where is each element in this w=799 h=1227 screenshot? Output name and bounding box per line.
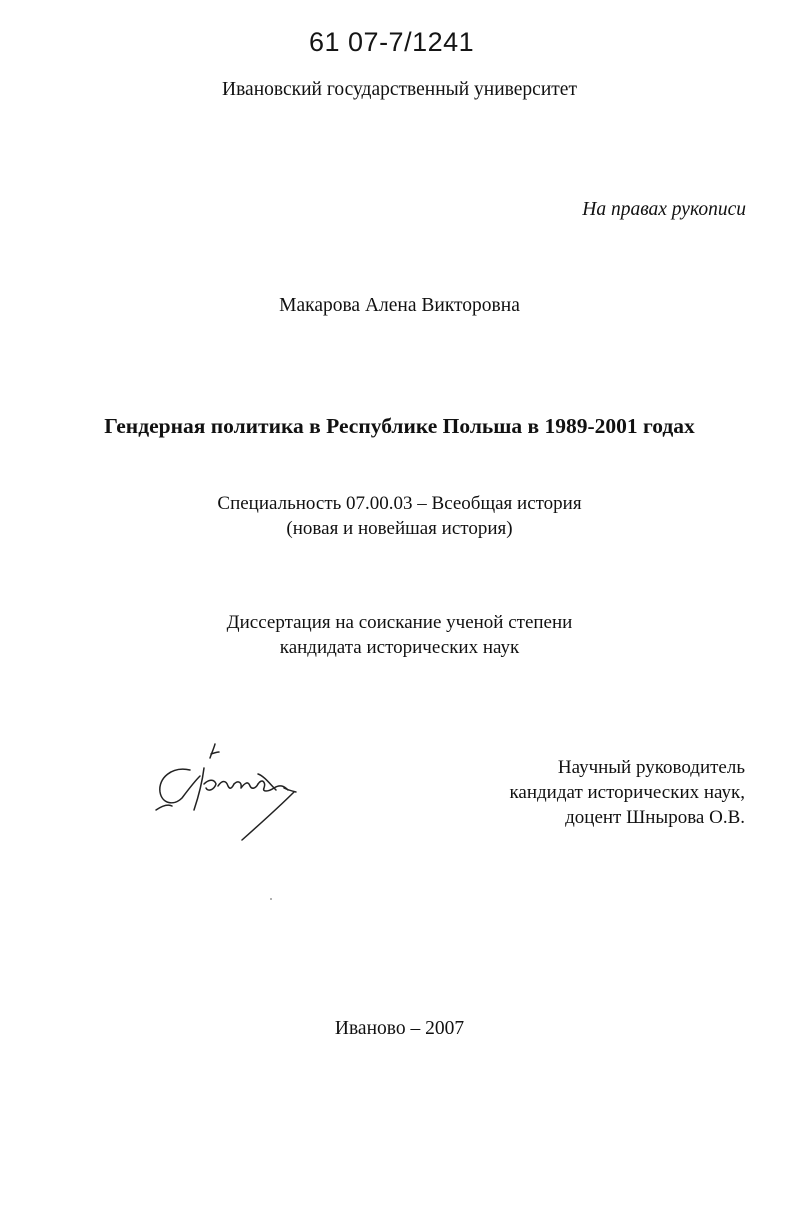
supervisor-role: Научный руководитель [557,757,745,778]
university-name: Ивановский государственный университет [222,79,577,100]
author-name: Макарова Алена Викторовна [279,295,520,316]
specialty-line: Специальность 07.00.03 – Всеобщая история [217,493,582,514]
city-year: Иваново – 2007 [334,1018,465,1039]
specialty-subline: (новая и новейшая история) [286,518,513,539]
dissertation-title: Гендерная политика в Республике Польша в 1989-2001 годах [104,414,695,438]
degree-subline: кандидата исторических наук [279,637,520,658]
shelfmark: 61 07-7/1241 [309,27,475,57]
degree-line: Диссертация на соискание ученой степени [226,612,573,633]
degree-block [0,610,799,660]
supervisor-block [509,755,745,830]
manuscript-note: На правах рукописи [582,199,746,220]
scan-speck [270,898,272,900]
supervisor-name: доцент Шнырова О.В. [565,807,745,828]
signature-icon [148,740,308,845]
supervisor-qualification: кандидат исторических наук, [509,782,745,803]
specialty-block [0,491,799,541]
